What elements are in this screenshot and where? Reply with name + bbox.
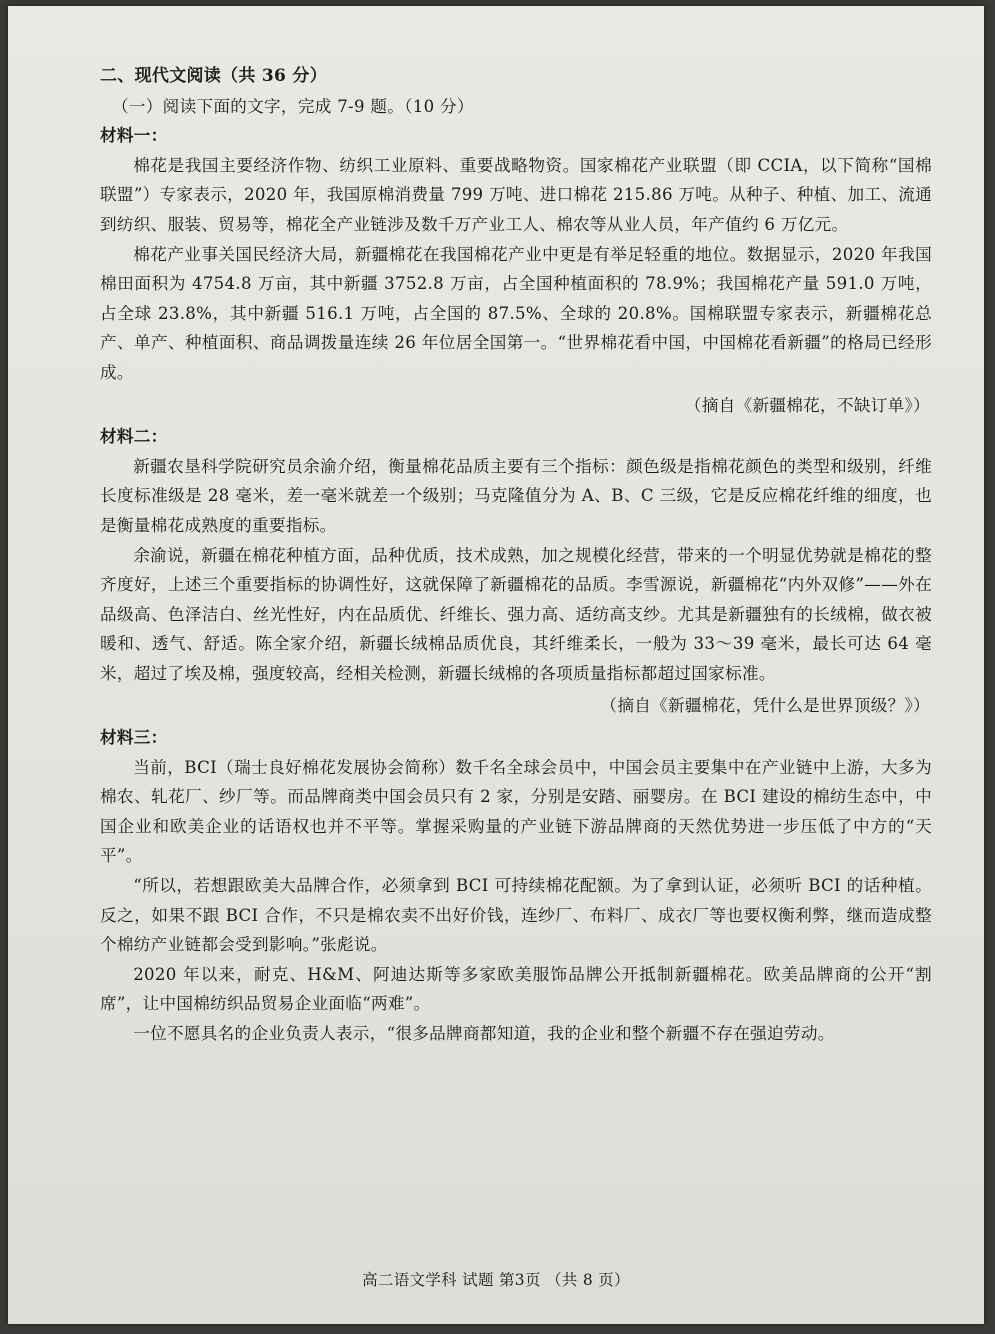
source-citation: （摘自《新疆棉花，凭什么是世界顶级？》） bbox=[600, 696, 930, 716]
paragraph: 棉花是我国主要经济作物、纺织工业原料、重要战略物资。国家棉花产业联盟（即 CCIA，以下简称“国棉联盟”）专家表示，2020 年，我国原棉消费量 799 万吨、进口棉花 215.86 万吨。从种子、种植、加工、流通到纺织、服装、贸易等，棉花全产业链涉及数千万产业工人、棉农等从业人员，年产值约 6 万亿元。 bbox=[100, 155, 932, 234]
paragraph: 棉花产业事关国民经济大局，新疆棉花在我国棉花产业中更是有举足轻重的地位。数据显示，2020 年我国棉田面积为 4754.8 万亩，其中新疆 3752.8 万亩，占全国种植面积的 78.9%；我国棉花产量 591.0 万吨，占全球 23.8%，其中新疆 516.1 万吨，占全国的 87.5%、全球的 20.8%。国棉联盟专家表示，新疆棉花总产、单产、种植面积、商品调拨量连续 26 年位居全国第一。“世界棉花看中国，中国棉花看新疆”的格局已经形成。 bbox=[100, 244, 932, 382]
exam-page bbox=[8, 6, 984, 1324]
material-heading: 材料二： bbox=[100, 426, 168, 447]
reading-section bbox=[100, 62, 932, 1049]
paragraph: 余渝说，新疆在棉花种植方面，品种优质，技术成熟，加之规模化经营，带来的一个明显优势就是棉花的整齐度好，上述三个重要指标的协调性好，这就保障了新疆棉花的品质。李雪源说，新疆棉花“内外双修”——外在品级高、色泽洁白、丝光性好，内在品质优、纤维长、强力高、适纺高支纱。尤其是新疆独有的长绒棉，做衣被暖和、透气、舒适。陈全家介绍，新疆长绒棉品质优良，其纤维柔长，一般为 33～39 毫米，最长可达 64 毫米，超过了埃及棉，强度较高，经相关检测，新疆长绒棉的各项质量指标都超过国家标准。 bbox=[100, 545, 932, 683]
section-title: 二、现代文阅读（共 36 分） bbox=[100, 66, 327, 86]
material-1 bbox=[100, 121, 932, 420]
paragraph: “所以，若想跟欧美大品牌合作，必须拿到 BCI 可持续棉花配额。为了拿到认证，必须听 BCI 的话种植。反之，如果不跟 BCI 合作，不只是棉农卖不出好价钱，连纱厂、布料厂、成衣厂等也要权衡利弊，继而造成整个棉纺产业链都会受到影响。”张彪说。 bbox=[100, 876, 932, 955]
paragraph: 当前，BCI（瑞士良好棉花发展协会简称）数千名全球会员中，中国会员主要集中在产业链中上游，大多为棉农、轧花厂、纱厂等。而品牌商类中国会员只有 2 家，分别是安踏、丽婴房。在 BCI 建设的棉纺生态中，中国企业和欧美企业的话语权也并不平等。掌握采购量的产业链下游品牌商的天然优势进一步压低了中方的“天平”。 bbox=[100, 757, 932, 866]
source-citation: （摘自《新疆棉花，不缺订单》） bbox=[684, 395, 930, 415]
material-2 bbox=[100, 422, 932, 721]
material-heading: 材料三： bbox=[100, 727, 168, 748]
paragraph: 一位不愿具名的企业负责人表示，“很多品牌商都知道，我的企业和整个新疆不存在强迫劳动。 bbox=[133, 1024, 835, 1043]
paragraph: 2020 年以来，耐克、H&M、阿迪达斯等多家欧美服饰品牌公开抵制新疆棉花。欧美品牌商的公开“割席”，让中国棉纺织品贸易企业面临“两难”。 bbox=[100, 964, 932, 1014]
material-3 bbox=[100, 723, 932, 1049]
page-footer: 高二语文学科 试题 第3页 （共 8 页） bbox=[362, 1271, 630, 1289]
material-heading: 材料一： bbox=[100, 125, 168, 146]
question-intro: （一）阅读下面的文字，完成 7-9 题。（10 分） bbox=[112, 96, 474, 116]
paragraph: 新疆农垦科学院研究员余渝介绍，衡量棉花品质主要有三个指标：颜色级是指棉花颜色的类型和级别，纤维长度标准级是 28 毫米，差一毫米就差一个级别；马克隆值分为 A、B、C 三级，它是反应棉花纤维的细度，也是衡量棉花成熟度的重要指标。 bbox=[100, 456, 932, 535]
